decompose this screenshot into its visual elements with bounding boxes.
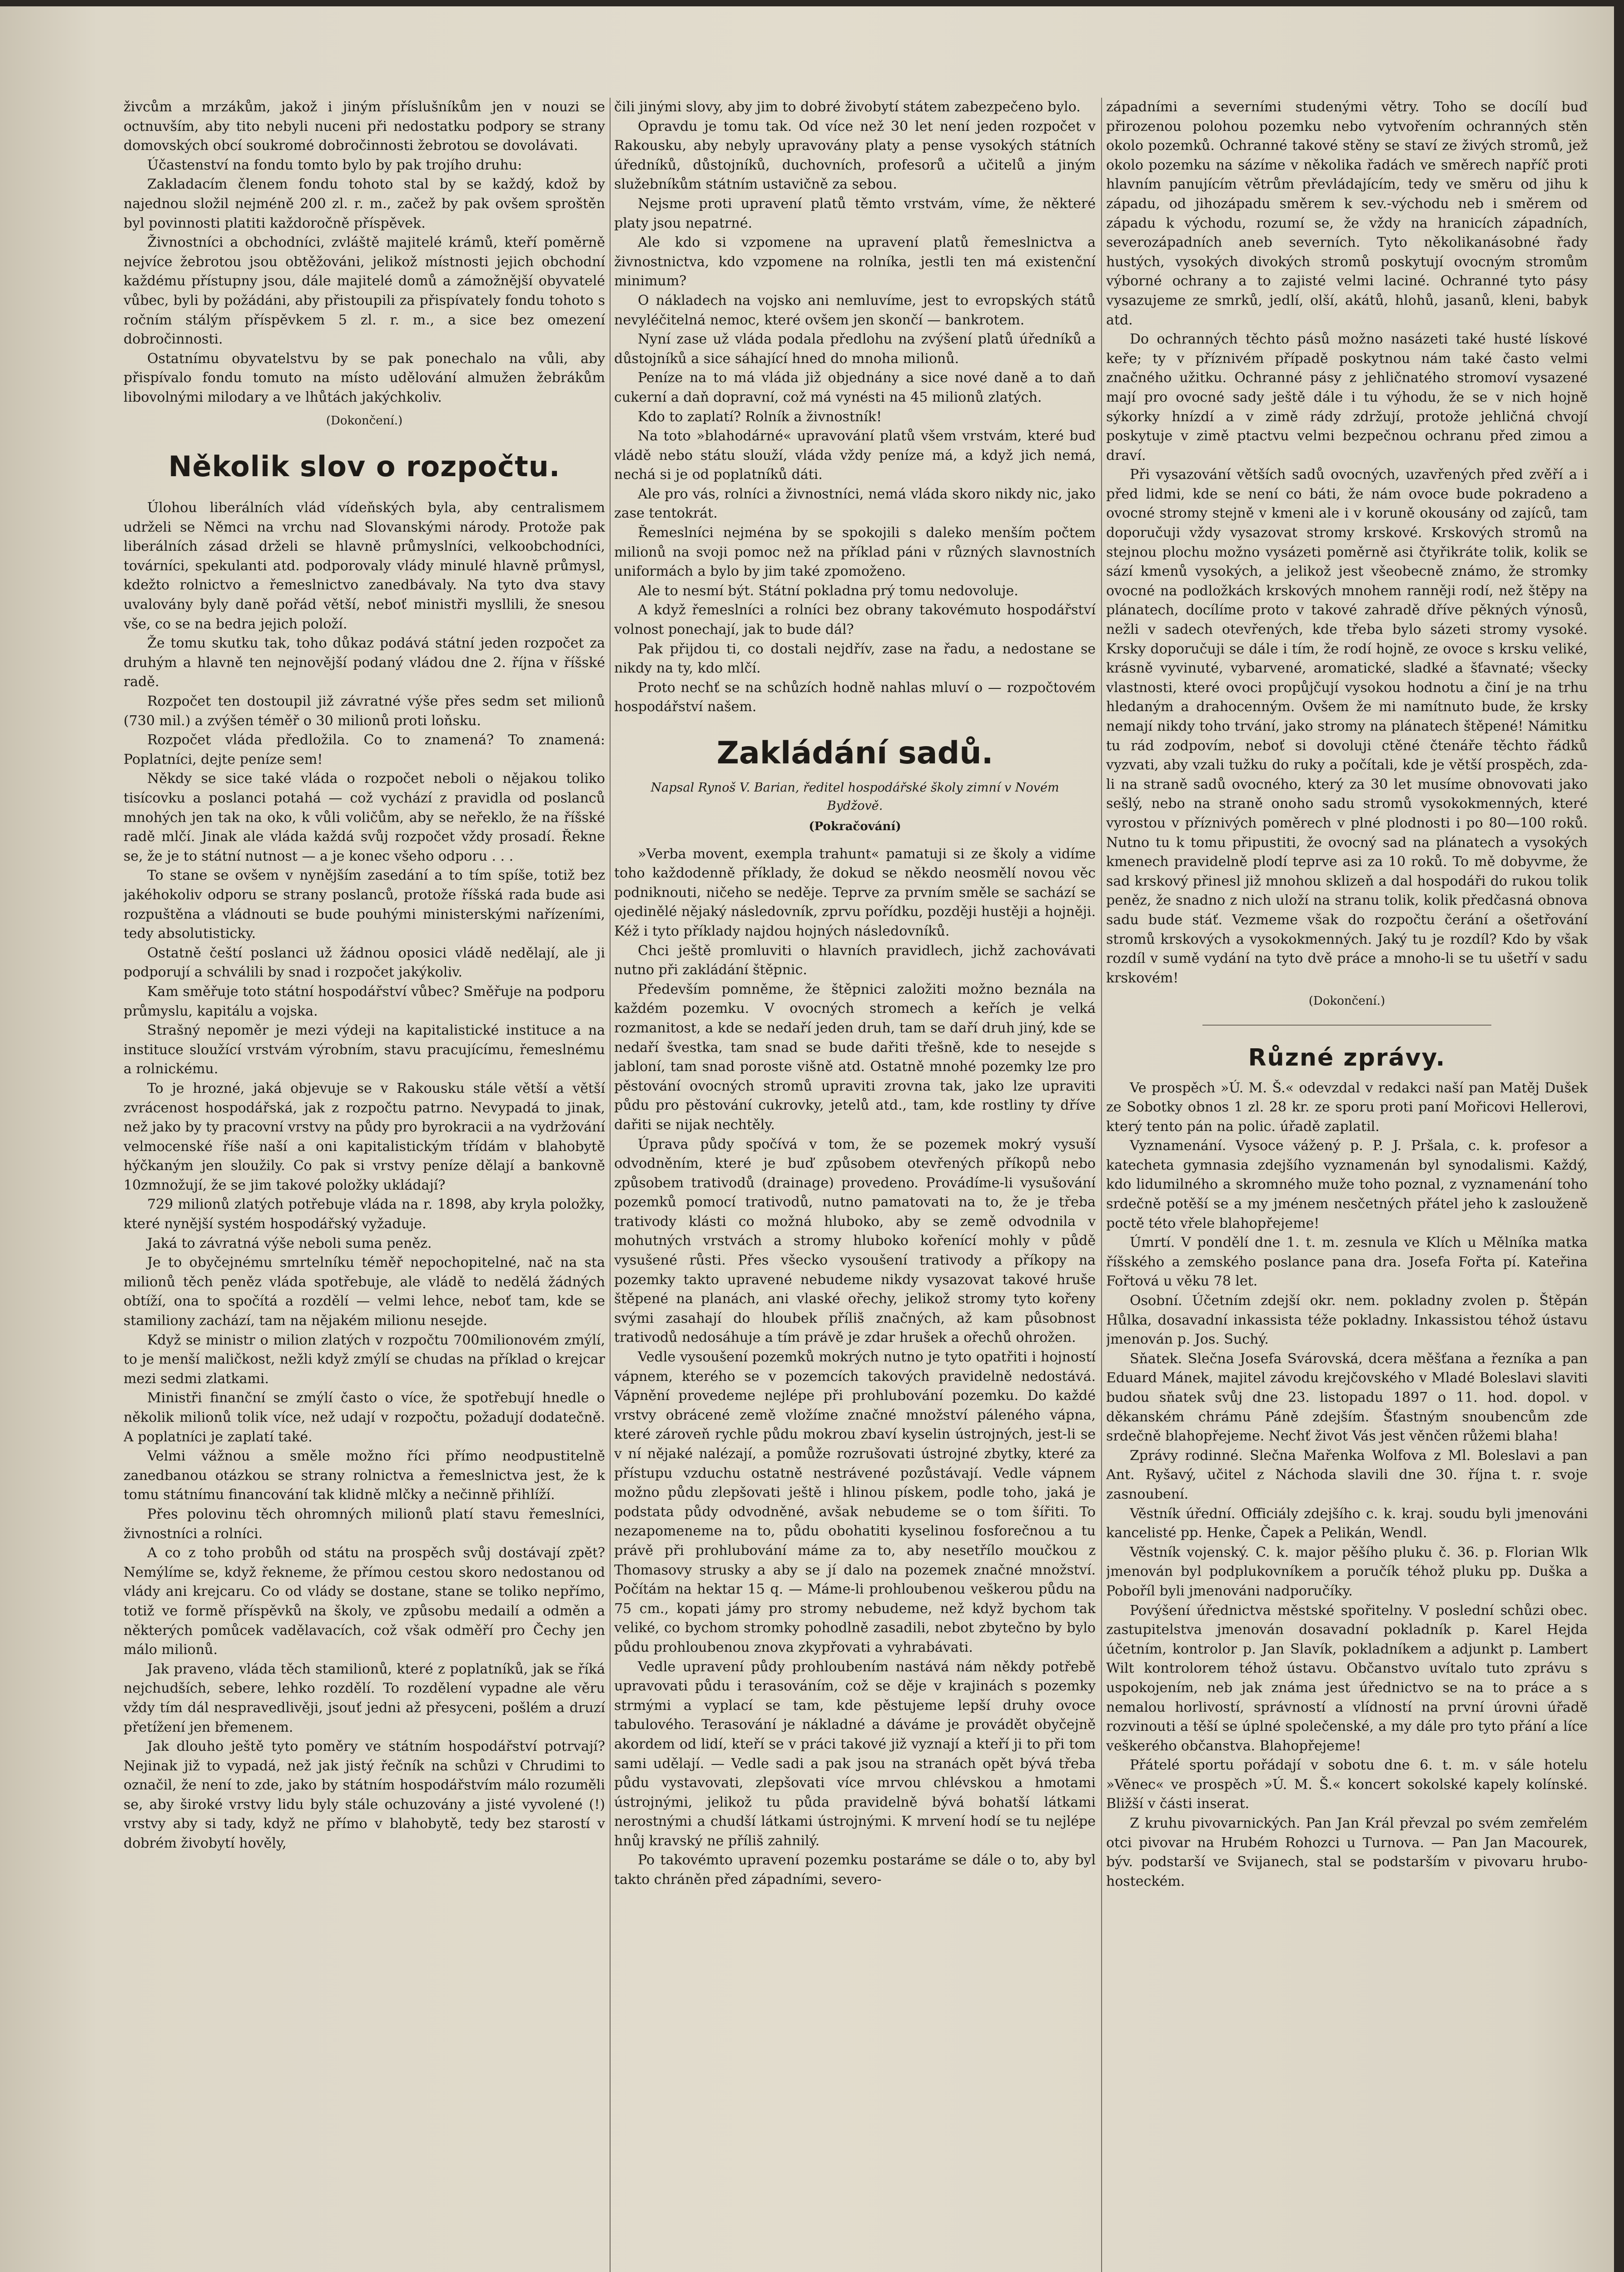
paragraph: Rozpočet ten dostoupil již závratné výše přes sedm set milionů (730 mil.) a zvýšen téměř o 30 milionů proti loňsku.	[124, 693, 605, 729]
scan-top-edge	[0, 0, 1624, 6]
paragraph: Do ochranných těchto pásů možno nasázeti také husté lískové keře; ty v příznivém případě poskytnou nám také často velmi značného užitku. Ochranné pásy z jehličnatého stromoví vysazené mají pro ovocné sady ještě dále i tu výhodu, že se v nich hojně sýkorky hnízdí a v zimě rády zdržují, protože jehličná chvojí poskytuje v zimě ptactvu velmi bezpečnou ochranu před zimou a draví.	[1106, 331, 1588, 463]
paragraph: Nyní zase už vláda podala předlohu na zvýšení platů úředníků a důstojníků a sice sáhající hned do mnoha milionů.	[614, 331, 1096, 367]
paragraph: Když se ministr o milion zlatých v rozpočtu 700milionovém zmýlí, to je menší maličkost, nežli když zmýlí se chudas na příklad o krejcar mezi sedmi zlatkami.	[124, 1332, 605, 1387]
paragraph: Chci ještě promluviti o hlavních pravidlech, jichž zachovávati nutno při zakládání štěpnic.	[614, 942, 1096, 978]
paragraph: Jak dlouho ještě tyto poměry ve státním hospodářství potrvají? Nejinak již to vypadá, než jak jistý řečník na schůzi v Chrudimi to označil, že není to zde, jako by státním hospodářstvím málo rozuměli se, aby široké vrstvy lidu byly stále ochuzovány a jisté vyvolené (!) vrstvy aby si tady, když ne přímo v blahobytě, tedy bez starostí v dobrém živobytí hověly,	[124, 1739, 605, 1852]
paragraph: Ale pro vás, rolníci a živnostníci, nemá vláda skoro nikdy nic, jako zase tentokrát.	[614, 486, 1096, 522]
paragraph: Je to obyčejnému smrtelníku téměř nepochopitelné, nač na sta milionů těch peněz vláda spotřebuje, ale vládě to nedělá žádných obtíží, ona to spočítá a rozdělí — velmi lehce, neboť tam, kde se stamiliony zachází, tam na nějakém milionu nesejde.	[124, 1255, 605, 1329]
paragraph: Po takovémto upravení pozemku postaráme se dále o to, aby byl takto chráněn před západními, severo-	[614, 1852, 1096, 1888]
paragraph: O nákladech na vojsko ani nemluvíme, jest to evropských států nevyléčitelná nemoc, které ovšem jen skončí — bankrotem.	[614, 292, 1096, 328]
paragraph: Jaká to závratná výše neboli suma peněz.	[147, 1235, 432, 1251]
paragraph: Kam směřuje toto státní hospodářství vůbec? Směřuje na podporu průmyslu, kapitálu a vojska.	[124, 983, 605, 1019]
paragraph: Kdo to zaplatí? Rolník a živnostník!	[638, 409, 882, 425]
paragraph: Především pomněme, že štěpnici založiti možno beznála na každém pozemku. V ovocných stromech a keřích je velká rozmanitost, a kde se nedaří jeden druh, tam se daří druh jiný, kde se nedaří švestka, tam snad se bude dařiti třešně, kde to nesejde s jabloní, tam snad poroste višně atd. Ostatně mnohé pozemky lze pro pěstování ovocných stromů upraviti zrovna tak, jako lze upraviti půdu pro pěstování cukrovky, jetelů atd., tam, kde rostliny ty dříve dařiti se nijak nechtěly.	[614, 981, 1096, 1133]
paragraph: Pak přijdou ti, co dostali nejdřív, zase na řadu, a nedostane se nikdy na ty, kdo mlčí.	[614, 641, 1096, 677]
paragraph: Řemeslníci nejména by se spokojili s daleko menším počtem milionů na svoji pomoc než na příklad páni v různých slavnostních uniformách a bylo by jim také zpomoženo.	[614, 525, 1096, 580]
column-3	[1106, 98, 1588, 2272]
news-item: Povýšení úřednictva městské spořitelny. V poslední schůzi obec. zastupitelstva jmenován dosavadní pokladník p. Karel Hejda účetním, kontrolor p. Jan Slavík, pokladníkem a adjunkt p. Lambert Wilt kontrolorem téhož ústavu. Občanstvo uvítalo tuto zprávu s uspokojením, neb jak známa jest úřednictvo se na to práce a s nemalou horlivostí, správností a vlídností na první úrovni úřadě rozvinouti a těší se úplné společenské, a my dále pro tyto přání a líce veškerého občanstva. Blahopřejeme!	[1106, 1602, 1588, 1754]
paragraph: Strašný nepoměr je mezi výdeji na kapitalistické instituce a na instituce sloužící vrstvám výrobním, stavu pracujícímu, řemeslnému a rolnickému.	[124, 1022, 605, 1077]
paragraph: »Verba movent, exempla trahunt« pamatuji si ze školy a vidíme toho každodenně příklady, že dokud se někdo neosmělí novou věc podniknouti, ničeho se neděje. Teprve za prvním směle se sachází se ojedinělé nějaký následovník, zprvu pořídku, později hustěji a hojněji. Kéž i tyto příklady najdou hojných následovníků.	[614, 846, 1096, 939]
paragraph: Nejsme proti upravení platů těmto vrstvám, víme, že některé platy jsou nepatrné.	[614, 195, 1096, 231]
paragraph: Jak praveno, vláda těch stamilionů, které z poplatníků, jak se říká nejchudších, sebere, lehko rozdělí. To rozdělení vypadne ale věru vždy tím dál nespravedlivěji, jsouť jedni až přesyceni, pošlém a druzí přetížení jen břemenem.	[124, 1661, 605, 1735]
paragraph: Ministři finanční se zmýlí často o více, že spotřebují hnedle o několik milionů tolik více, než udají v rozpočtu, požadují dodatečně. A poplatníci je zaplatí také.	[124, 1390, 605, 1445]
column-rule-1	[610, 98, 611, 2272]
news-item: Úmrtí. V pondělí dne 1. t. m. zesnula ve Klích u Mělníka matka říšského a zemského poslance pana dra. Josefa Fořta pí. Kateřina Fořtová u věku 78 let.	[1106, 1235, 1588, 1290]
section-title-news: Různé zprávy.	[1248, 1044, 1446, 1071]
news-item: Osobní. Účetním zdejší okr. nem. pokladny zvolen p. Štěpán Hůlka, dosavadní inkassista téže pokladny. Inkassistou téhož ústavu jmenován p. Jos. Suchý.	[1106, 1293, 1588, 1348]
paragraph: Peníze na to má vláda již objednány a sice nové daně a to daň cukerní a daň dopravní, což má vynésti na 45 milionů zlatých.	[614, 370, 1096, 405]
paragraph: Proto nechť se na schůzích hodně nahlas mluví o — rozpočtovém hospodářství našem.	[614, 679, 1096, 715]
paragraph: Vedle upravení půdy prohloubením nastává nám někdy potřebě upravovati půdu i terasováním, což se děje v krajinách s pozemky strmými a vyplací se tam, kde pěstujeme lepší druhy ovoce tabulového. Terasování je nákladné a dáváme je provádět obyčejně akordem od lidí, kteří se v práci takové již vyznají a kteří ji to při tom sami udělají. — Vedle sadi a pak jsou na stranách opět bývá třeba půdu vystavovati, zlepšovati více mrvou chlévskou a hmotami ústrojnými, jelikož tu půda pravidelně bývá bohatší látkami nerostnými a chudší látkami ústrojnými. K mrvení hodí se tu nejlépe hnůj kravský ne příliš zahnilý.	[614, 1659, 1096, 1849]
paragraph: Někdy se sice také vláda o rozpočet neboli o nějakou toliko tisícovku a poslanci potahá — což vychází z pravidla od poslanců mnohých jen tak na oko, k vůli voličům, aby se neřeklo, že na říšské radě mlčí. Jinak ale vláda každá svůj rozpočet vždy prosadí. Řekne se, že je to státní nutnost — a je konec všeho odporu . . .	[124, 771, 605, 864]
paragraph: Živnostníci a obchodníci, zvláště majitelé krámů, kteří poměrně nejvíce žebrotou jsou obtěžováni, jelikož místnosti jejich obchodní každému přístupny jsou, dále majitelé domů a zámožnější obyvatelé vůbec, byli by požádáni, aby přistoupili za přispívately fondu tohoto s ročním stálým příspěvkem 5 zl. r. m., a sice bez omezení dobročinnosti.	[124, 234, 605, 348]
paragraph: Rozpočet vláda předložila. Co to znamená? To znamená: Poplatníci, dejte peníze sem!	[124, 732, 605, 767]
paragraph: Ale kdo si vzpomene na upravení platů řemeslnictva a živnostnictva, kdo vzpomene na rolníka, jestli ten má existenční minimum?	[614, 234, 1096, 289]
column-rule-2	[1101, 98, 1102, 2272]
news-item: Věstník vojenský. C. k. major pěšího pluku č. 36. p. Florian Wlk jmenován byl podplukovníkem a poručík téhož pluku pp. Duška a Poboříl byli jmenováni nadporučíky.	[1106, 1544, 1588, 1599]
paragraph: Ostatnímu obyvatelstvu by se pak ponechalo na vůli, aby přispívalo fondu tomuto na místo udělování almužen žebrákům libovolnými milodary a ve lhůtách jakýchkoliv.	[124, 350, 605, 405]
paragraph: Ostatně čeští poslanci už žádnou oposici vládě nedělají, ale ji podporují a schválili by snad i rozpočet jakýkoliv.	[124, 945, 605, 981]
paragraph: čili jinými slovy, aby jim to dobré živobytí státem zabezpečeno bylo.	[614, 99, 1081, 115]
article-end-note: (Dokončení.)	[1308, 994, 1386, 1008]
paragraph: Úlohou liberálních vlád vídeňských byla, aby centralismem udrželi se Němci na vrchu nad Slovanskými národy. Protože pak liberálních zásad drželi se hlavně průmyslníci, velkoobchodníci, továrníci, spekulanti atd. podporovaly vlády minulé hlavně průmysl, kdežto rolnictvo a řemeslnictvo zanedbávaly. Na tyto dva stavy uvalovány byly daně pořád větší, neboť ministři mysllili, že snesou vše, co se na bedra jejich položí.	[124, 500, 605, 632]
paragraph: Velmi vážnou a směle možno říci přímo neodpustitelně zanedbanou otázkou se strany rolnictva a řemeslnictva jest, že k tomu státnímu financování tak klidně mlčky a nečinně přihlíží.	[124, 1448, 605, 1503]
continuation-note: (Pokračování)	[809, 820, 901, 833]
news-item: Přátelé sportu pořádají v sobotu dne 6. t. m. v sále hotelu »Věnec« ve prospěch »Ú. M. Š.« koncert sokolské kapely kolínské. Bližší v části inserat.	[1106, 1757, 1588, 1812]
paragraph: živcům a mrzákům, jakož i jiným příslušníkům jen v nouzi se octnuvším, aby tito nebyli nuceni při nedostatku podpory se strany domovských obcí soukromé dobročinnosti žebrotou se dovolávati.	[124, 99, 605, 154]
article-end-note: (Dokončení.)	[326, 414, 403, 428]
news-item: Ve prospěch »Ú. M. Š.« odevzdal v redakci naší pan Matěj Dušek ze Sobotky obnos 1 zl. 28 kr. ze sporu proti paní Mořicovi Hellerovi, který tento pán na polic. úřadě zaplatil.	[1106, 1080, 1588, 1135]
section-divider	[1202, 1025, 1491, 1026]
paragraph: Opravdu je tomu tak. Od více než 30 let není jeden rozpočet v Rakousku, aby nebyly upravovány platy a pense vysokých státních úředníků, důstojníků, duchovních, profesorů a učitelů a jiným služebníkům státním ustavičně za sebou.	[614, 118, 1096, 193]
paragraph: Účastenství na fondu tomto bylo by pak trojího druhu:	[147, 157, 522, 173]
paragraph: Vedle vysoušení pozemků mokrých nutno je tyto opatřiti i hojností vápnem, kterého se v pozemcích takových pravidelně nedostává. Vápnění provedeme nejlépe při prohlubování pozemku. Do každé vrstvy obrácené země vložíme značné množství páleného vápna, které zároveň rychle půdu mokrou zbaví kyselin ústrojných, jest-li se v ní nějaké nalézají, a pomůže rozrušovati ústrojné zbytky, které za přístupu vzduchu ostatně nestrávené pozůstávají. Vedle vápnem možno půdu zlepšovati ještě i hlinou pískem, podle toho, jaká je podstata půdy odvodněné, avšak nebudeme se o tom šířiti. To nezapomeneme na to, půdu obohatiti kyselinou fosforečnou a tu právě při prohlubování máme za to, aby nesetřílo moučkou z Thomasovy strusky a aby se jí dalo na pozemek značné množství. Počítám na hektar 15 q. — Máme-li prohloubenou veškerou půdu na 75 cm., kopati jámy pro stromy nebudeme, než když bychom tak veliké, co bychom stromky pohodlně zasadili, nebot zbytečno by bylo půdu prohloubenou znova zkypřovati a vyhrabávati.	[614, 1349, 1096, 1655]
paragraph: To je hrozné, jaká objevuje se v Rakousku stále větší a větší zvrácenost hospodářská, jak z rozpočtu patrno. Nevypadá to jinak, než jako by ty pracovní vrstvy na půdy pro byrokracii a na vydržování velmocenské říše naší a oni kapitalistickým třídám v blahobytě hýčkaným jen sloužily. Co pak si vrstvy peníze dělají a bankovně 10zmnožují, že se jim takové položky ukládají?	[124, 1080, 605, 1193]
scan-right-edge	[1614, 0, 1624, 2272]
article-title-sady: Zakládání sadů.	[716, 735, 993, 771]
paragraph: Při vysazování větších sadů ovocných, uzavřených před zvěří a i před lidmi, kde se není co báti, že nám ovoce bude pokradeno a ovocné stromy stejně v kmeni ale i v koruně okousány od zajíců, tam doporučuji vždy vysazovat stromy krskové. Krskových stromů na stejnou plochu možno vysázeti poměrně asi čtyřikráte tolik, kolik se sází kmenů vysokých, a jelikož jest všeobecně známo, že stromky ovocné na podložkách krskových mnohem ranněji rodí, než štěpy na plánatech, docílíme proto v takové zahradě dříve pěkných výnosů, nežli v sadech otevřených, kde třeba bylo sázeti stromy vysoké. Krsky doporučuji se dále i tím, že rodí hojně, ze ovoce s krsku veliké, krásně vyvinuté, vybarvené, aromatické, sladké a šťavnaté; všecky vlastnosti, které ovoci propůjčují vysokou hodnotu a činí je na trhu hledaným a drahocenným. Ovšem že mi namítnuto bude, že krsky nemají nikdy toho trvání, jako stromy na plánatech štěpené! Námitku tu rád zodpovím, neboť si dovoluji ctěné čtenáře těchto řádků vyzvati, aby vzali tužku do ruky a počítali, kde je větší prospěch, zda-li na straně sadů ovocného, který za 30 let musíme obnovovati jako sešlý, nebo na straně onoho sadu stromů vysokokmenných, které vyrostou v příznivých poměrech v plné plodnosti i po 80—100 roků. Nutno tu k tomu připustiti, že ovocný sad na plánatech a vysokých kmenech pravidelně plodí teprve asi za 10 roků. To mě dobyvme, že sad krskový přinesl již mnohou sklizeň a dal hospodáři do rukou tolik peněz, že snadno z nich uloží na stranu tolik, kolik předčasná obnova sadu bude stáť. Vezmeme však do rozpočtu čerání a ošetřování stromů krskových a vysokokmenných. Jaký tu je rozdíl? Kdo by však rozdíl v sumě vydání na tyto dvě práce a mnoho-li se tu ušetří v sadu krskovém!	[1106, 467, 1588, 986]
paragraph: Přes polovinu těch ohromných milionů platí stavu řemeslníci, živnostníci a rolníci.	[124, 1506, 605, 1542]
article-title-rozpocet: Několik slov o rozpočtu.	[168, 450, 561, 483]
paragraph: Zakladacím členem fondu tohoto stal by se každý, kdož by najednou složil nejméně 200 zl. r. m., začež by pak ovšem sproštěn byl povinnosti platiti každoročně příspěvek.	[124, 176, 605, 231]
column-2	[614, 98, 1096, 2272]
paragraph: Úprava půdy spočívá v tom, že se pozemek mokrý vysuší odvodněním, které je buď způsobem otevřených příkopů nebo způsobem trativodů (drainage) provedeno. Provádíme-li vysušování pozemků pomocí trativodů, nutno pamatovati na to, že je třeba trativody klásti co možná hluboko, aby se země odvodnila v mohutných vrstvách a stromy hluboko kořenící mohly v půdě vysušené růsti. Přes všecko vysoušení trativody a příkopy na pozemky takto upravené nebudeme nikdy vysazovat takové hruše štěpené na planách, ani vlaské ořechy, jelikož stromy tyto kořeny svými zasahají do hloubek příliš značných, až kam působnost trativodů nedosáhuje a tím právě je zdar hrušek a ořechů ohrožen.	[614, 1136, 1096, 1346]
news-item: Sňatek. Slečna Josefa Svárovská, dcera měšťana a řezníka a pan Eduard Mánek, majitel závodu krejčovského v Mladé Boleslavi slaviti budou sňatek svůj dne 23. listopadu 1897 o 11. hod. dopol. v děkanském chrámu Páně zdejším. Šťastným snoubencům zde srdečně blahopřejeme. Nechť život Vás jest věnčen růžemi blaha!	[1106, 1350, 1588, 1445]
paragraph: Ale to nesmí být. Státní pokladna prý tomu nedovoluje.	[638, 583, 1018, 599]
column-1	[124, 98, 605, 2272]
news-item: Vyznamenání. Vysoce vážený p. P. J. Pršala, c. k. profesor a katecheta gymnasia zdejšího vyznamenán byl synodalismi. Každý, kdo lidumilného a skromného muže toho poznal, z vyznamenání toho srdečně potěší se a my jménem nesčetných přátel jeho k zaslouženě poctě této vřele blahopřejeme!	[1106, 1138, 1588, 1231]
paragraph: 729 milionů zlatých potřebuje vláda na r. 1898, aby kryla položky, které nynější systém hospodářský vyžaduje.	[124, 1196, 605, 1232]
paragraph: Na toto »blahodárné« upravování platů všem vrstvám, které buď vládě nebo státu slouží, vláda vždy peníze má, a když jich nemá, nechá si je od poplatníků dáti.	[614, 428, 1096, 483]
paragraph: Že tomu skutku tak, toho důkaz podává státní jeden rozpočet za druhým a hlavně ten nejnovější podaný vládou dne 2. října v říšské radě.	[124, 635, 605, 690]
news-item: Z kruhu pivovarnických. Pan Jan Král převzal po svém zemřelém otci pivovar na Hrubém Rohozci u Turnova. — Pan Jan Macourek, býv. podstarší ve Svijanech, stal se podstarším v pivovaru hrubo-hosteckém.	[1106, 1815, 1588, 1889]
paragraph: To stane se ovšem v nynějším zasedání a to tím spíše, totiž bez jakéhokoliv odporu se strany poslanců, protože říšská rada bude asi rozpuštěna a vládnouti se bude pouhými ministerskými nařízeními, tedy absolutisticky.	[124, 867, 605, 942]
paragraph: západními a severními studenými větry. Toho se docílí buď přirozenou polohou pozemku nebo vytvořením ochranných stěn okolo pozemků. Ochranné takové stěny se staví ze živých stromů, jež okolo pozemku na sázíme v několika řadách ve směrech napříč proti hlavním panujícím větrům převládajícím, tedy ve směru od jihu k západu, od jihozápadu směrem k sev.-východu neb i směrem od západu k východu, rozumí se, že vždy na hranicích západních, severozápadních aneb severních. Tyto několikanásobné řady hustých, vysokých divokých stromů poskytují ovocným stromům výborné ochrany a to zajisté velmi laciné. Ochranné tyto pásy vysazujeme ze smrků, jedlí, olší, akátů, hlohů, jasanů, kleni, babyk atd.	[1106, 99, 1588, 328]
article-byline: Napsal Rynoš V. Barian, ředitel hospodářské školy zimní v Novém Bydžově.	[651, 781, 1059, 813]
paragraph: A když řemeslníci a rolníci bez obrany takovémuto hospodářství volnost ponechají, jak to bude dál?	[614, 602, 1096, 638]
news-item: Věstník úřední. Officiály zdejšího c. k. kraj. soudu byli jmenováni kancelisté pp. Henke, Čapek a Pelikán, Wendl.	[1106, 1505, 1588, 1541]
news-item: Zprávy rodinné. Slečna Mařenka Wolfova z Ml. Boleslavi a pan Ant. Ryšavý, učitel z Náchoda slavili dne 30. října t. r. svoje zasnoubení.	[1106, 1447, 1588, 1502]
paragraph: A co z toho probůh od státu na prospěch svůj dostávají zpět? Nemýlíme se, když řekneme, že přímou cestou skoro nedostanou od vlády ani krejcaru. Co od vlády se dostane, stane se toliko nepřímo, totiž ve formě příspěvků na školy, ve způsobu medailí a odměn a některých pomůcek vadělavacích, což však odměří pro Čechy jen málo milionů.	[124, 1545, 605, 1658]
